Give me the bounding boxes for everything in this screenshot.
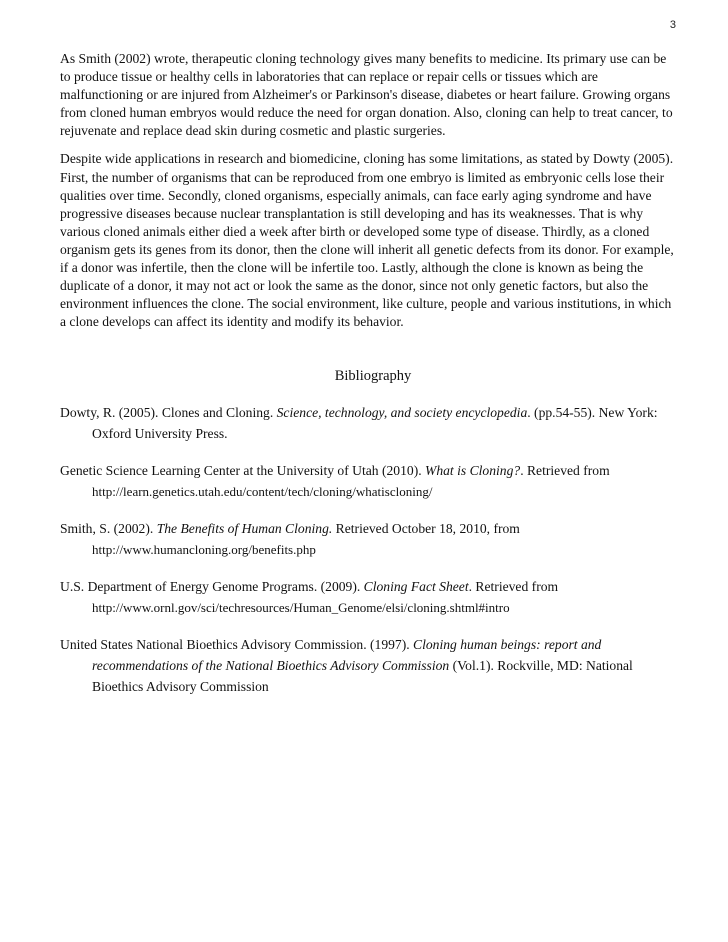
entry-author-date: United States National Bioethics Advisory Commission. (1997).: [60, 637, 414, 653]
paragraph-therapeutic-cloning: As Smith (2002) wrote, therapeutic cloning technology gives many benefits to medicine. Its primary use can be to produce tissue or healthy cells in laboratories that can replace or repair cells or tissues which are malfunctioning or are injured from Alzheimer's or Parkinson's disease, diabetes or heart failure. Growing organs from cloned human embryos would reduce the need for organ donation. Also, cloning can help to treat cancer, to rejuvenate and replace dead skin during cosmetic and plastic surgeries.: [60, 51, 673, 139]
bibliography-entry: [60, 402, 676, 444]
entry-title: Science, technology, and society encyclopedia: [276, 405, 528, 421]
entry-author-date: U.S. Department of Energy Genome Programs. (2009).: [60, 579, 364, 595]
bibliography-list: [60, 402, 676, 697]
document-body: [60, 50, 676, 713]
bibliography-heading: Bibliography: [334, 368, 412, 385]
bibliography-entry: [60, 460, 676, 502]
bibliography-entry: [60, 576, 676, 618]
bibliography-entry: [60, 518, 676, 560]
entry-author-date: Genetic Science Learning Center at the University of Utah (2010).: [60, 463, 426, 479]
entry-publication: (Vol.1). Rockville, MD: National Bioethics Advisory Commission: [92, 658, 633, 695]
entry-author-date: Dowty, R. (2005). Clones and Cloning.: [60, 405, 277, 421]
entry-url: http://www.ornl.gov/sci/techresources/Human_Genome/elsi/cloning.shtml#intro: [92, 600, 510, 616]
entry-title: Cloning Fact Sheet: [363, 579, 469, 595]
entry-publication: . Retrieved from: [520, 463, 610, 479]
entry-title: The Benefits of Human Cloning.: [156, 521, 333, 537]
bibliography-entry: [60, 634, 676, 697]
entry-publication: . (pp.54-55). New York: Oxford University Press.: [92, 405, 658, 442]
entry-title: Cloning human beings: report and recommendations of the National Bioethics Advisory Commission: [92, 637, 602, 674]
entry-publication: Retrieved October 18, 2010, from: [332, 521, 520, 537]
page-number: 3: [669, 19, 676, 31]
paragraph-cloning-limitations: Despite wide applications in research and biomedicine, cloning has some limitations, as stated by Dowty (2005). First, the number of organisms that can be reproduced from one embryo is limited as embryonic cells lose their qualities over time. Secondly, cloned organisms, especially animals, can face early aging syndrome and have progressive diseases because nuclear transplantation is still developing and has its weaknesses. That is why various cloned animals either died a week after birth or developed some type of disease. Thirdly, as a cloned organism gets its genes from its donor, then the clone will inherit all genetic defects from its donor. For example, if a donor was infertile, then the clone will be infertile too. Lastly, although the clone is known as being the duplicate of a donor, it may not act or look the same as the donor, since not only genetic factors, but also the environment influences the clone. The social environment, like culture, people and various institutions, in which a clone develops can affect its identity and modify its behavior.: [60, 151, 674, 330]
entry-publication: . Retrieved from: [468, 579, 559, 595]
entry-url: http://learn.genetics.utah.edu/content/tech/cloning/whatiscloning/: [92, 484, 433, 500]
entry-author-date: Smith, S. (2002).: [60, 521, 157, 537]
entry-url: http://www.humancloning.org/benefits.php: [92, 542, 316, 558]
entry-title: What is Cloning?: [425, 463, 521, 479]
